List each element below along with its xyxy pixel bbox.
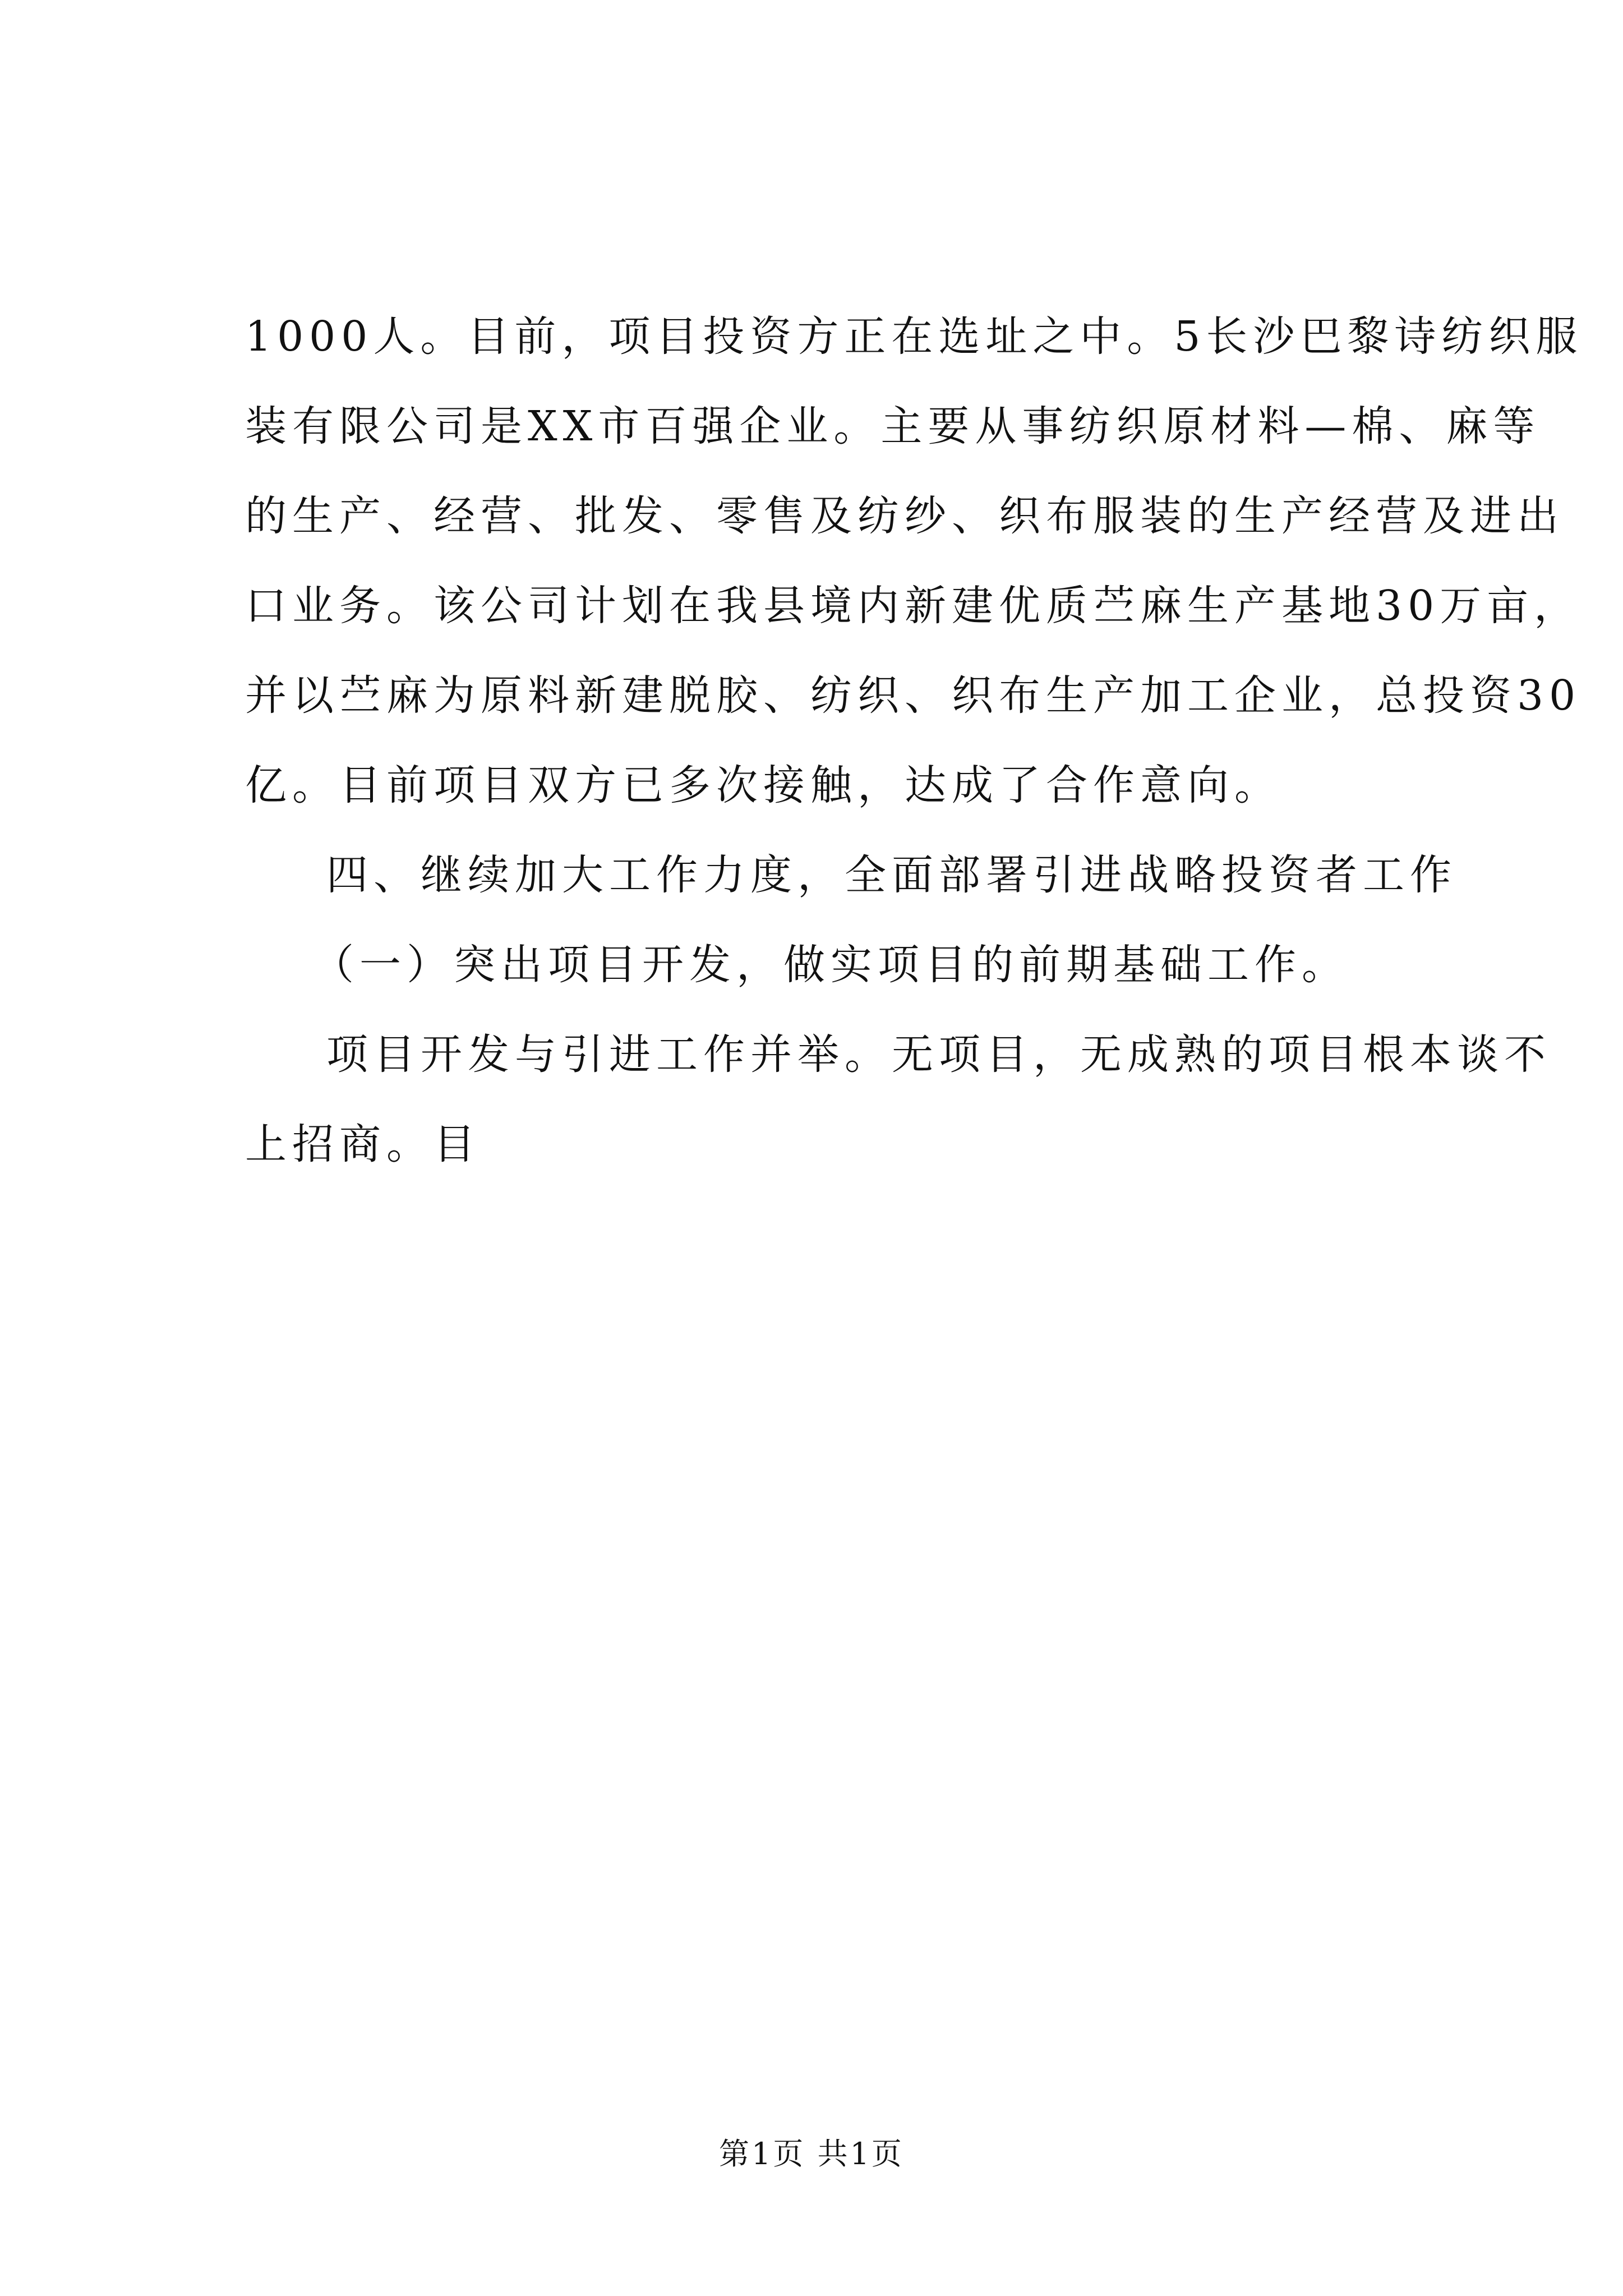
subsection-heading: （一）突出项目开发，做实项目的前期基础工作。 — [312, 941, 1349, 989]
paragraph-line-1: 1000人。目前，项目投资方正在选址之中。5长沙巴黎诗纺织服 — [245, 312, 1583, 361]
paragraph-line-6: 亿。目前项目双方已多次接触，达成了合作意向。 — [245, 761, 1281, 809]
paragraph-line-9: 项目开发与引进工作并举。无项目，无成熟的项目根本谈不 — [326, 1030, 1551, 1079]
document-body — [245, 292, 1583, 1189]
paragraph-line-10: 上招商。目 — [245, 1120, 481, 1168]
paragraph-line-2: 装有限公司是XX市百强企业。主要从事纺织原材料—棉、麻等 — [245, 402, 1541, 450]
paragraph-line-5: 并以苎麻为原料新建脱胶、纺织、织布生产加工企业，总投资30 — [245, 671, 1581, 720]
paragraph-line-3: 的生产、经营、批发、零售及纺纱、织布服装的生产经营及进出 — [245, 492, 1564, 540]
page-footer: 第1页 共1页 — [719, 2136, 904, 2171]
section-heading: 四、继续加大工作力度，全面部署引进战略投资者工作 — [326, 851, 1457, 899]
paragraph-line-4: 口业务。该公司计划在我县境内新建优质苎麻生产基地30万亩， — [245, 582, 1581, 630]
